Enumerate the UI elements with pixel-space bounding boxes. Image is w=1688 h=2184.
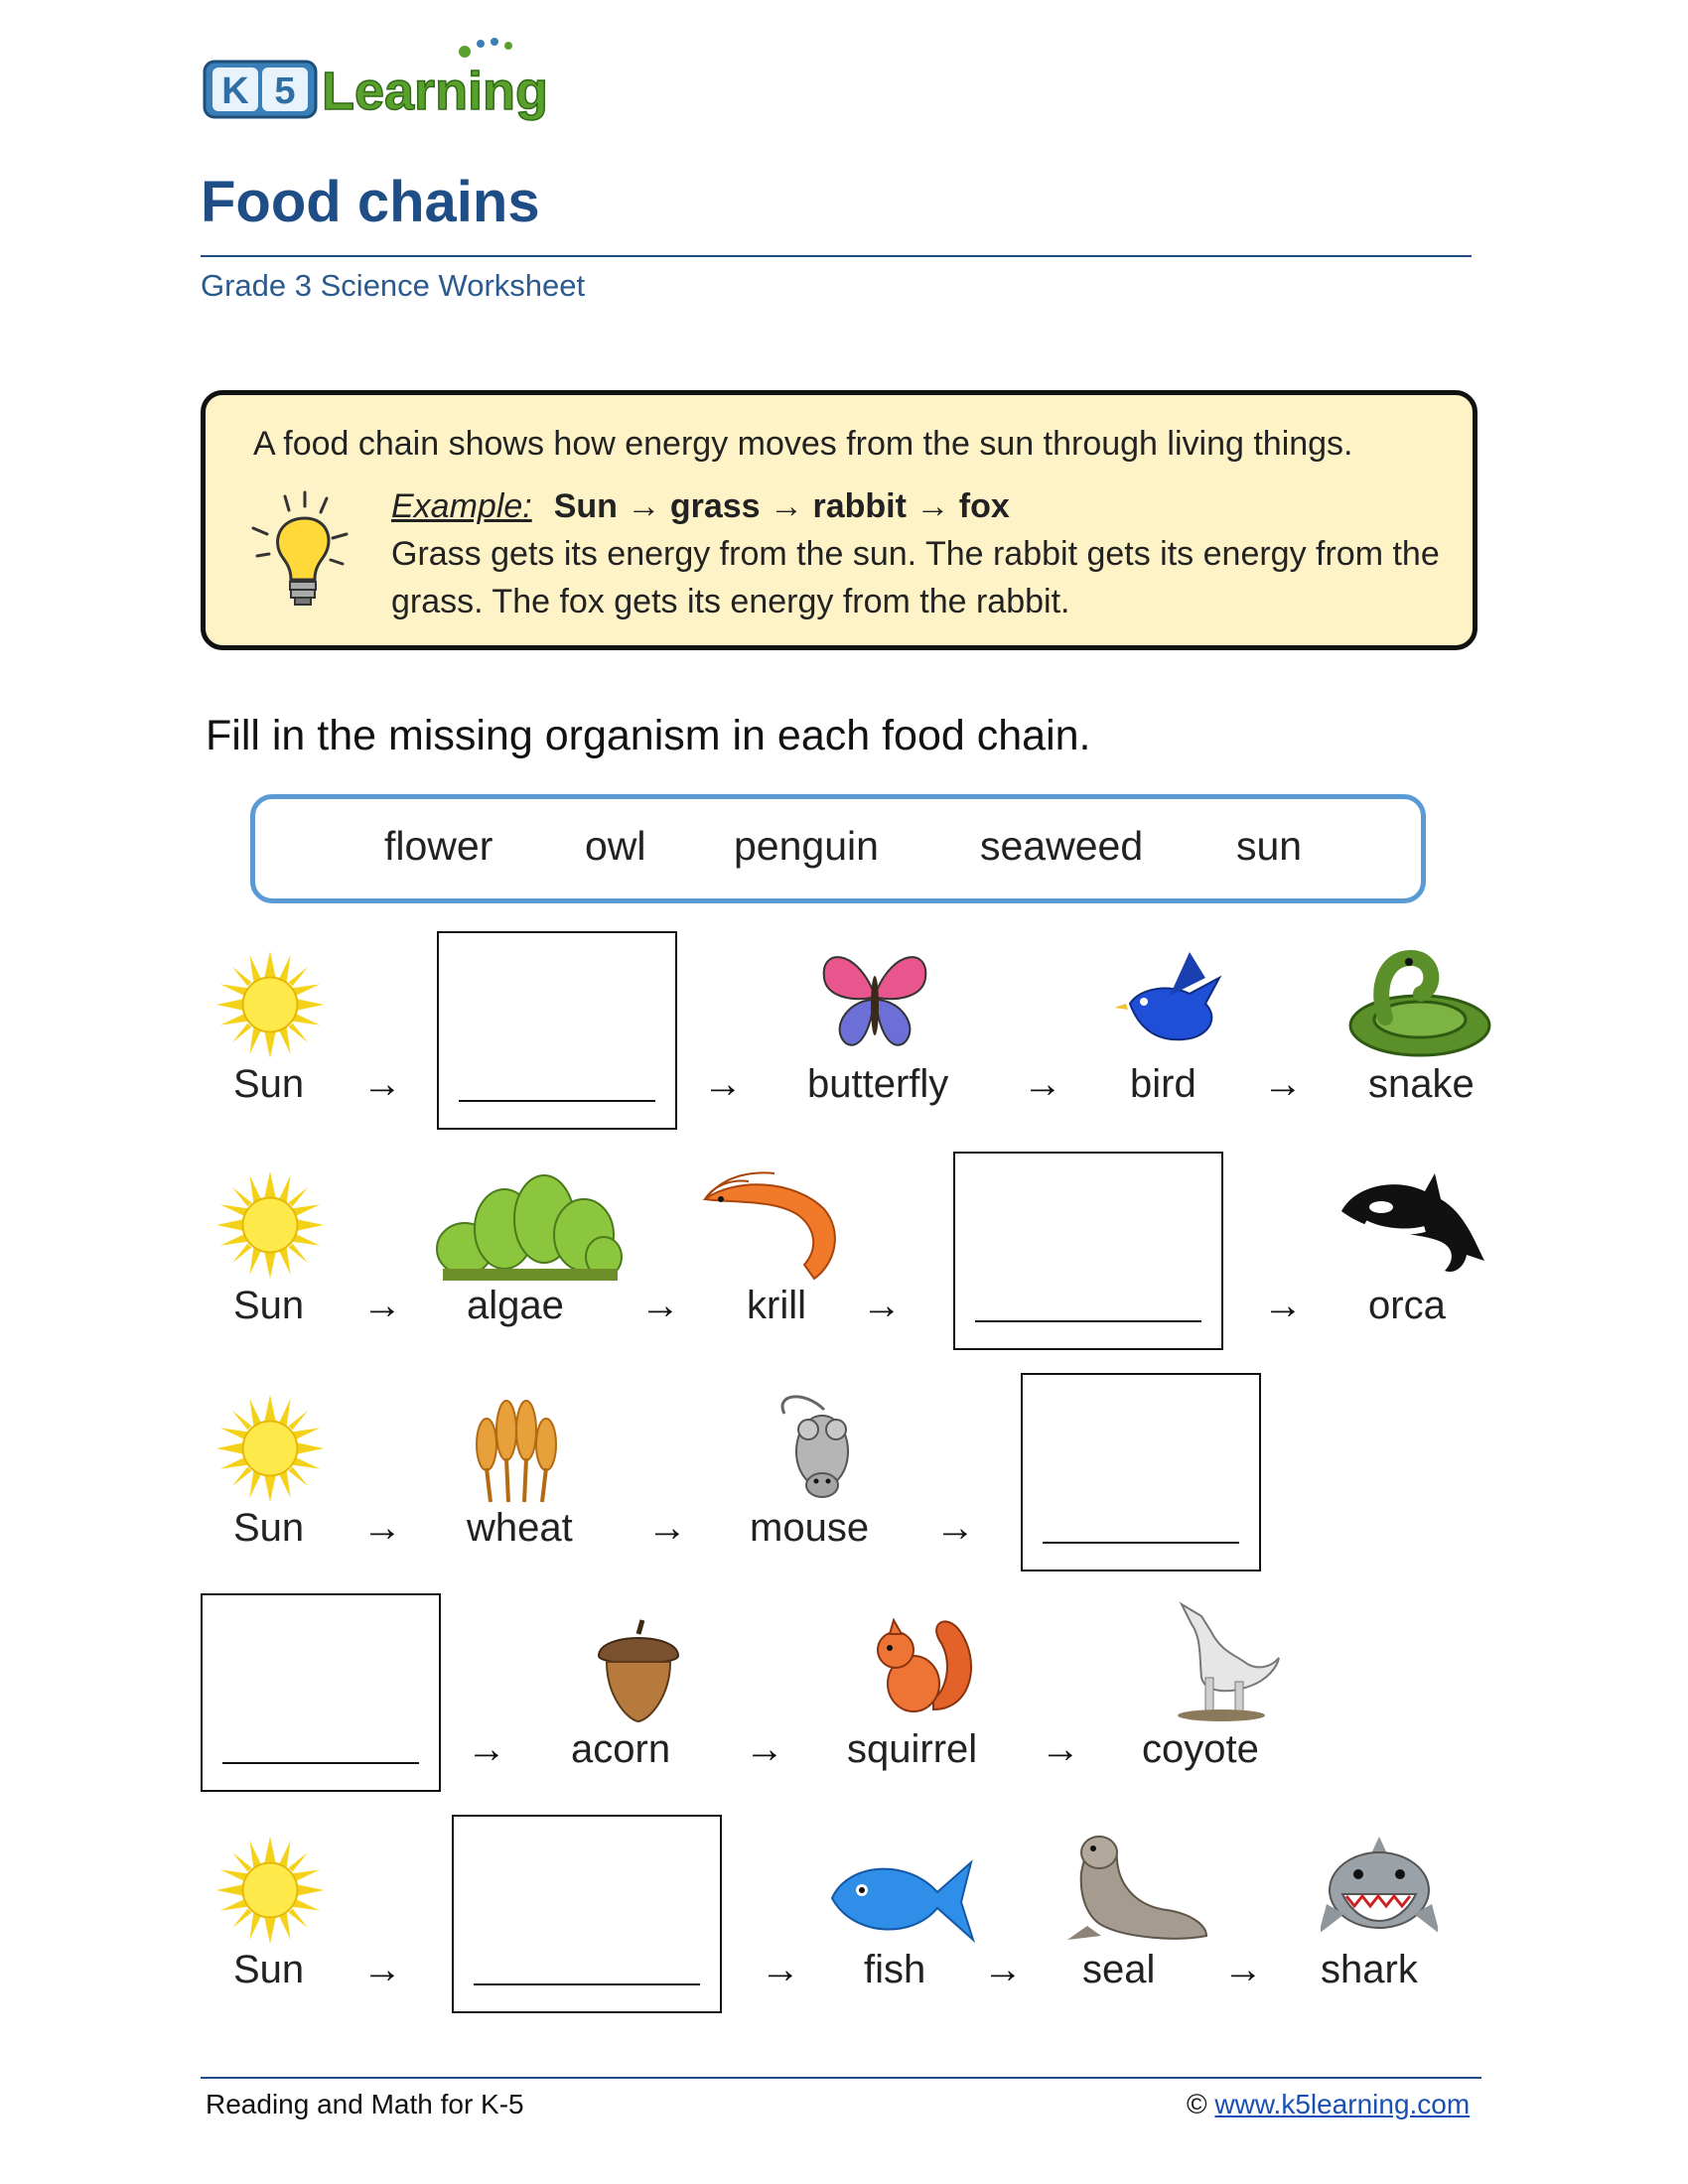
example-text (391, 482, 1444, 625)
organism-label: mouse (750, 1506, 870, 1550)
word-bank (250, 794, 1426, 903)
info-intro: A food chain shows how energy moves from the sun through living things. (253, 425, 1353, 463)
example-label: Example: (391, 487, 532, 525)
answer-box[interactable] (201, 1593, 441, 1792)
krill-icon (695, 1169, 844, 1284)
copyright-symbol: © (1187, 2089, 1207, 2119)
organism-label: seal (1082, 1948, 1156, 1991)
arrow: → (362, 1506, 402, 1550)
squirrel-icon (864, 1610, 978, 1724)
instruction: Fill in the missing organism in each food chain. (206, 712, 1091, 759)
arrow: → (745, 1727, 784, 1771)
organism-label: orca (1368, 1284, 1446, 1327)
arrow: → (362, 1284, 402, 1327)
svg-text:K: K (221, 70, 249, 112)
arrow: → (362, 1948, 402, 1991)
svg-text:5: 5 (274, 70, 296, 112)
organism-label: Sun (233, 1948, 305, 1991)
k5-learning-logo (199, 30, 576, 129)
organism-label: shark (1321, 1948, 1418, 1991)
answer-box[interactable] (452, 1815, 722, 2013)
website-link[interactable]: www.k5learning.com (1214, 2089, 1471, 2119)
word-bank-item: seaweed (980, 823, 1144, 869)
organism-label: Sun (233, 1062, 305, 1106)
orca-icon (1336, 1171, 1494, 1283)
info-box (201, 390, 1477, 650)
organism-label: fish (864, 1948, 926, 1991)
word-bank-item: owl (585, 823, 646, 869)
organism-label: krill (747, 1284, 806, 1327)
arrow: → (467, 1727, 506, 1771)
organism-label: snake (1368, 1062, 1475, 1106)
page-subtitle: Grade 3 Science Worksheet (201, 268, 586, 303)
answer-box[interactable] (437, 931, 677, 1130)
word-bank-item: penguin (734, 823, 879, 869)
organism-label: wheat (467, 1506, 573, 1550)
organism-label: Sun (233, 1506, 305, 1550)
title-divider (201, 255, 1472, 257)
arrow: → (862, 1284, 902, 1327)
arrow: → (1263, 1284, 1303, 1327)
organism-label: squirrel (847, 1727, 978, 1771)
organism-label: Sun (233, 1284, 305, 1327)
arrow: → (362, 1062, 402, 1106)
organism-label: acorn (571, 1727, 671, 1771)
answer-box[interactable] (1021, 1373, 1261, 1571)
svg-text:Learning: Learning (322, 62, 549, 121)
word-bank-item: flower (384, 823, 493, 869)
sun-icon (216, 1395, 324, 1502)
arrow: → (1041, 1727, 1080, 1771)
arrow: → (983, 1948, 1023, 1991)
page-title: Food chains (201, 170, 540, 234)
sun-icon (216, 1837, 324, 1944)
fish-icon (828, 1848, 977, 1948)
footer-tagline: Reading and Math for K-5 (206, 2089, 524, 2119)
arrow: → (935, 1506, 975, 1550)
bird-icon (1110, 948, 1239, 1057)
snake-icon (1345, 948, 1494, 1062)
coyote-icon (1162, 1598, 1281, 1722)
arrow: → (761, 1948, 800, 1991)
seal-icon (1057, 1827, 1211, 1946)
organism-label: algae (467, 1284, 564, 1327)
algae-icon (435, 1169, 624, 1284)
arrow: → (1223, 1948, 1263, 1991)
acorn-icon (593, 1616, 684, 1725)
organism-label: bird (1130, 1062, 1196, 1106)
butterfly-icon (816, 948, 933, 1057)
sun-icon (216, 951, 324, 1058)
arrow: → (1023, 1062, 1062, 1106)
arrow: → (640, 1284, 680, 1327)
footer-copyright (1187, 2089, 1470, 2120)
answer-box[interactable] (953, 1152, 1223, 1350)
lightbulb-icon (245, 486, 354, 615)
arrow: → (703, 1062, 743, 1106)
arrow: → (647, 1506, 687, 1550)
wheat-icon (469, 1395, 564, 1504)
shark-icon (1321, 1835, 1438, 1946)
footer-divider (201, 2077, 1481, 2079)
example-chain: Sun → grass → rabbit → fox (553, 487, 1010, 525)
mouse-icon (765, 1390, 864, 1504)
organism-label: coyote (1142, 1727, 1259, 1771)
word-bank-item: sun (1236, 823, 1303, 869)
example-explanation: Grass gets its energy from the sun. The rabbit gets its energy from the grass. The fox gets its energy from the rabbit. (391, 535, 1440, 620)
organism-label: butterfly (807, 1062, 949, 1106)
sun-icon (216, 1171, 324, 1279)
arrow: → (1263, 1062, 1303, 1106)
